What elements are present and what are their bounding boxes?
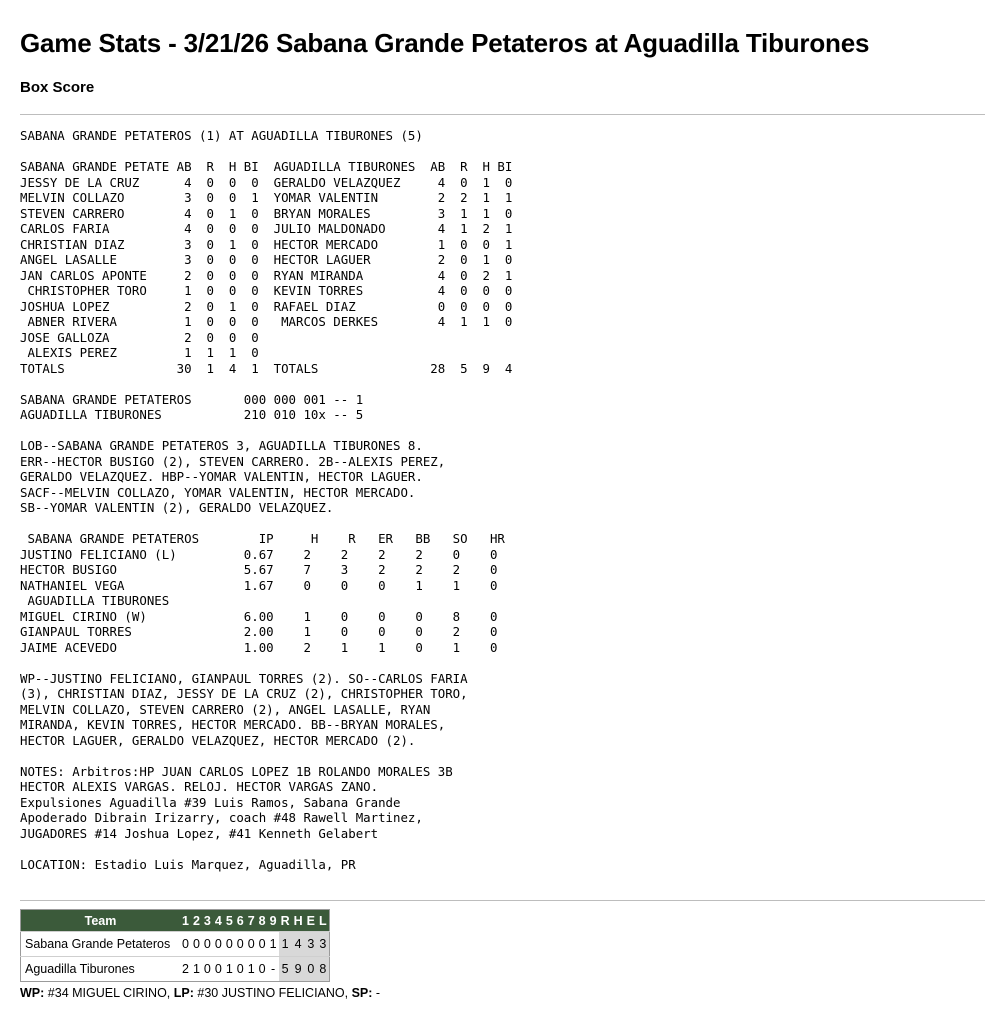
header-team: Team (21, 910, 181, 932)
inning-score: 1 (224, 957, 235, 982)
header-inning-9: 9 (268, 910, 279, 932)
linescore-row-away (21, 932, 330, 957)
linescore-header-row (21, 910, 330, 932)
inning-score: 0 (235, 932, 246, 957)
header-inning-3: 3 (202, 910, 213, 932)
header-inning-5: 5 (224, 910, 235, 932)
header-lob: L (317, 910, 329, 932)
inning-score: 1 (268, 932, 279, 957)
inning-score: 0 (235, 957, 246, 982)
divider-bottom (20, 900, 985, 901)
inning-score: 0 (180, 932, 191, 957)
inning-score: 0 (224, 932, 235, 957)
total-runs: 1 (279, 932, 292, 957)
lp-colon: : (189, 986, 194, 1000)
wp-label: WP (20, 986, 41, 1000)
linescore-table (20, 909, 330, 982)
header-hits: H (292, 910, 305, 932)
header-inning-8: 8 (257, 910, 268, 932)
wp-value: #34 MIGUEL CIRINO, (44, 986, 174, 1000)
page-title: Game Stats - 3/21/26 Sabana Grande Petateros at Aguadilla Tiburones (20, 28, 870, 58)
inning-score: - (268, 957, 279, 982)
header-inning-7: 7 (246, 910, 257, 932)
inning-score: 1 (191, 957, 202, 982)
header-inning-4: 4 (213, 910, 224, 932)
inning-score: 0 (191, 932, 202, 957)
inning-score: 0 (257, 957, 268, 982)
inning-score: 2 (180, 957, 191, 982)
team-name: Sabana Grande Petateros (21, 932, 181, 957)
divider-top (20, 114, 985, 115)
inning-score: 0 (246, 932, 257, 957)
total-lob: 8 (317, 957, 329, 982)
header-inning-6: 6 (235, 910, 246, 932)
total-lob: 3 (317, 932, 329, 957)
total-runs: 5 (279, 957, 292, 982)
total-hits: 4 (292, 932, 305, 957)
total-errors: 3 (305, 932, 317, 957)
header-inning-1: 1 (180, 910, 191, 932)
header-inning-2: 2 (191, 910, 202, 932)
inning-score: 1 (246, 957, 257, 982)
sp-label: SP (351, 986, 369, 1000)
team-name: Aguadilla Tiburones (21, 957, 181, 982)
total-hits: 9 (292, 957, 305, 982)
inning-score: 0 (202, 957, 213, 982)
header-runs: R (279, 910, 292, 932)
inning-score: 0 (257, 932, 268, 957)
section-title-box-score: Box Score (20, 79, 95, 96)
header-errors: E (305, 910, 317, 932)
inning-score: 0 (213, 957, 224, 982)
lp-value: #30 JUSTINO FELICIANO, (193, 986, 352, 1000)
inning-score: 0 (213, 932, 224, 957)
box-score-text: SABANA GRANDE PETATEROS (1) AT AGUADILLA TIBURONES (5) SABANA GRANDE PETATE AB R H BI AGUADILLA TIBURONES AB R H BI JESSY DE LA CRUZ 4 0 0 0 GERALDO VELAZQUEZ 4 0 1 0 MELVIN COLLAZO 3 0 0 1 YOMAR VALENTIN 2 2 1 1 STEVEN CARRERO 4 0 1 0 BRYAN MORALES 3 1 1 0 CARLOS FARIA 4 0 0 0 JULIO MALDONADO 4 1 2 1 CHRISTIAN DIAZ 3 0 1 0 HECTOR MERCADO 1 0 0 1 ANGEL LASALLE 3 0 0 0 HECTOR LAGUER 2 0 1 0 JAN CARLOS APONTE 2 0 0 0 RYAN MIRANDA 4 0 2 1 CHRISTOPHER TORO 1 0 0 0 KEVIN TORRES 4 0 0 0 JOSHUA LOPEZ 2 0 1 0 RAFAEL DIAZ 0 0 0 0 ABNER RIVERA 1 0 0 0 MARCOS DERKES 4 1 1 0 JOSE GALLOZA 2 0 0 0 ALEXIS PEREZ 1 1 1 0 TOTALS 30 1 4 1 TOTALS 28 5 9 4 SABANA GRANDE PETATEROS 000 000 001 -- 1 AGUADILLA TIBURONES 210 010 10x -- 5 LOB--SABANA GRANDE PETATEROS 3, AGUADILLA TIBURONES 8. ERR--HECTOR BUSIGO (2), STEVEN CARRERO. 2B--ALEXIS PEREZ, GERALDO VELAZQUEZ. HBP--YOMAR VALENTIN, HECTOR LAGUER. SACF--MELVIN COLLAZO, YOMAR VALENTIN, HECTOR MERCADO. SB--YOMAR VALENTIN (2), GERALDO VELAZQUEZ. SABANA GRANDE PETATEROS IP H R ER BB SO HR JUSTINO FELICIANO (L) 0.67 2 2 2 2 0 0 HECTOR BUSIGO 5.67 7 3 2 2 2 0 NATHANIEL VEGA 1.67 0 0 0 1 1 0 AGUADILLA TIBURONES MIGUEL CIRINO (W) 6.00 1 0 0 0 8 0 GIANPAUL TORRES 2.00 1 0 0 0 2 0 JAIME ACEVEDO 1.00 2 1 1 0 1 0 WP--JUSTINO FELICIANO, GIANPAUL TORRES (2). SO--CARLOS FARIA (3), CHRISTIAN DIAZ, JESSY DE LA CRUZ (2), CHRISTOPHER TORO, MELVIN COLLAZO, STEVEN CARRERO (2), ANGEL LASALLE, RYAN MIRANDA, KEVIN TORRES, HECTOR MERCADO. BB--BRYAN MORALES, HECTOR LAGUER, GERALDO VELAZQUEZ, HECTOR MERCADO (2). NOTES: Arbitros:HP JUAN CARLOS LOPEZ 1B ROLANDO MORALES 3B HECTOR ALEXIS VARGAS. RELOJ. HECTOR VARGAS ZANO. Expulsiones Aguadilla #39 Luis Ramos, Sabana Grande Apoderado Dibrain Irizarry, coach #48 Rawell Martinez, JUGADORES #14 Joshua Lopez, #41 Kenneth Gelabert LOCATION: Estadio Luis Marquez, Aguadilla, PR (20, 128, 513, 872)
sp-colon: : (368, 986, 373, 1000)
sp-value: - (372, 986, 381, 1000)
pitcher-decisions (20, 986, 380, 1000)
lp-label: LP (173, 986, 190, 1000)
linescore-row-home (21, 957, 330, 982)
wp-colon: : (40, 986, 45, 1000)
inning-score: 0 (202, 932, 213, 957)
total-errors: 0 (305, 957, 317, 982)
